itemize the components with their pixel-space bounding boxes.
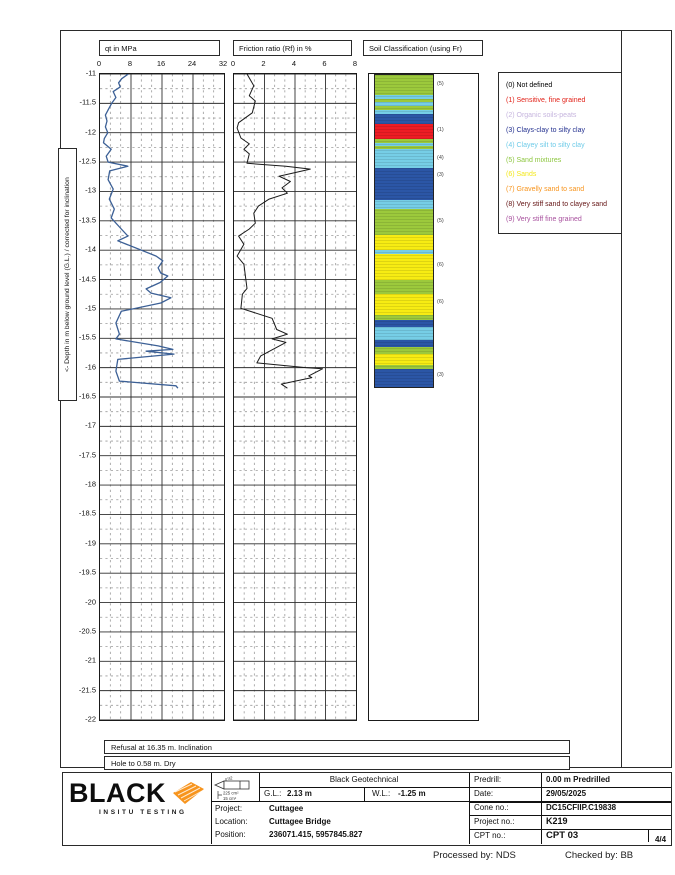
legend-item: (1) Sensitive, fine grained [506, 96, 586, 104]
depth-tick-label: -15.5 [78, 332, 96, 342]
project-value: Cuttagee [269, 804, 304, 813]
depth-tick-label: -11.5 [79, 97, 96, 107]
rf-tick-label: 0 [230, 59, 236, 68]
position-label: Position: [215, 830, 246, 839]
legend-item: (0) Not defined [506, 82, 553, 89]
svg-text:15 cm²: 15 cm² [223, 796, 237, 801]
depth-tick-label: -20 [85, 597, 96, 607]
depth-tick-label: -18.5 [78, 508, 96, 518]
depth-tick-label: -21.5 [78, 685, 96, 695]
sheet-cell [648, 829, 672, 842]
brand-wordmark: BLACK [69, 778, 166, 808]
rf-chart-panel [233, 73, 357, 721]
soil-band-stripes-overlay [375, 75, 433, 387]
depth-tick-label: -11 [85, 68, 96, 78]
cone-schematic-icon [211, 773, 259, 801]
legend-item: (9) Very stiff fine grained [506, 216, 582, 224]
qt-tick-label: 32 [218, 59, 228, 68]
info-row-cptno [470, 829, 671, 842]
depth-tick-label: -14 [85, 244, 96, 254]
rf-tick-label: 6 [322, 59, 327, 68]
depth-tick-label: -18 [85, 479, 96, 489]
note-refusal: Refusal at 16.35 m. Inclination [104, 740, 570, 754]
rf-header-box: Friction ratio (Rf) in % [233, 40, 352, 56]
rf-chart-svg [234, 74, 356, 720]
depth-tick-label: -16.5 [78, 391, 96, 401]
legend-item: (7) Gravelly sand to sand [506, 186, 585, 194]
depth-tick-label: -22 [85, 714, 96, 724]
wl-value: -1.25 m [398, 789, 426, 798]
info-row-cone [470, 801, 671, 816]
soil-band-column [374, 74, 434, 388]
predrill-label: Predrill: [474, 775, 502, 784]
footer-table [62, 772, 672, 846]
depth-axis-label: <- Depth in m below ground level (G.L.) / corrected for inclination [64, 177, 71, 372]
project-label: Project: [215, 804, 243, 813]
rf-tick-label: 4 [291, 59, 297, 68]
legend-item: (4) Clayey silt to silty clay [506, 141, 585, 149]
soil-classification-panel [368, 73, 479, 721]
qt-header-box: qt in MPa [99, 40, 220, 56]
depth-tick-label: -14.5 [78, 274, 96, 284]
qt-chart-panel [99, 73, 225, 721]
legend-item: (3) Clays-clay to silty clay [506, 126, 585, 134]
depth-tick-label: -21 [85, 655, 96, 665]
cpt-no-label: CPT no.: [474, 831, 506, 840]
qt-tick-label: 16 [156, 59, 166, 68]
cone-no-label: Cone no.: [474, 803, 509, 812]
processed-by: Processed by: NDS [433, 850, 516, 861]
depth-tick-label: -19.5 [78, 567, 96, 577]
soil-code-label: (3) [437, 371, 444, 378]
soil-legend-box [498, 72, 622, 234]
logo-cell [63, 773, 212, 844]
rf-tick-label: 8 [352, 59, 358, 68]
depth-tick-label: -20.5 [78, 626, 96, 636]
wl-cell [364, 787, 469, 802]
legend-item: (2) Organic soils-peats [506, 111, 577, 119]
legend-item: (6) Sands [506, 171, 537, 179]
wl-label: W.L.: [372, 789, 391, 798]
depth-tick-label: -17 [85, 420, 96, 430]
gl-label: G.L.: [264, 789, 282, 798]
checked-by: Checked by: BB [565, 850, 634, 861]
qt-chart-svg [100, 74, 224, 720]
rf-tick-label: 2 [261, 59, 266, 68]
depth-tick-label: -19 [85, 538, 96, 548]
info-row-predrill [470, 773, 671, 788]
sheet-number: 4/4 [654, 835, 667, 844]
cpt-no-value: CPT 03 [546, 830, 579, 841]
location-label: Location: [215, 817, 248, 826]
brand-tagline: INSITU TESTING [99, 809, 187, 816]
date-label: Date: [474, 789, 494, 798]
project-no-value: K219 [546, 816, 568, 826]
gl-cell [259, 787, 365, 802]
legend-item: (5) Sand mixtures [506, 156, 562, 164]
predrill-value: 0.00 m Predrilled [546, 775, 611, 784]
soil-code-label: (4) [437, 154, 444, 161]
depth-tick-label: -12.5 [78, 156, 96, 166]
soil-header-box: Soil Classification (using Fr) [363, 40, 483, 56]
svg-text:225 cm²: 225 cm² [223, 790, 239, 796]
rf-profile-curve [237, 74, 322, 388]
qt-tick-label: 24 [187, 59, 197, 68]
soil-code-label: (6) [437, 261, 444, 268]
depth-tick-label: -13.5 [78, 215, 96, 225]
soil-code-label: (5) [437, 80, 444, 87]
date-value: 29/05/2025 [546, 789, 587, 798]
note-hole: Hole to 0.58 m. Dry [104, 756, 570, 770]
company-cell: Black Geotechnical [259, 773, 469, 788]
soil-code-label: (1) [437, 126, 444, 133]
depth-tick-label: -12 [85, 127, 96, 137]
qt-profile-curve [104, 74, 178, 388]
qt-tick-label: 0 [96, 59, 102, 68]
depth-tick-label: -15 [85, 303, 96, 313]
depth-tick-label: -13 [85, 185, 96, 195]
qt-tick-label: 8 [127, 59, 133, 68]
project-no-label: Project no.: [474, 817, 515, 826]
soil-code-label: (3) [437, 172, 444, 178]
depth-tick-label: -17.5 [78, 450, 96, 460]
location-value: Cuttagee Bridge [269, 817, 331, 826]
depth-tick-label: -16 [85, 362, 96, 372]
brand-diamond-icon [173, 781, 205, 810]
info-row-projno [470, 815, 671, 830]
svg-text:u2: u2 [227, 775, 233, 781]
position-value: 236071.415, 5957845.827 [269, 830, 363, 839]
gl-value: 2.13 m [287, 789, 312, 798]
cone-no-value: DC15CFIIP.C19838 [546, 803, 617, 812]
info-label-divider [541, 773, 542, 844]
cone-icon-cell [211, 773, 260, 802]
legend-item: (8) Very stiff sand to clayey sand [506, 201, 608, 209]
soil-code-label: (5) [437, 217, 444, 224]
info-block [469, 773, 671, 844]
soil-code-label: (6) [437, 298, 444, 305]
